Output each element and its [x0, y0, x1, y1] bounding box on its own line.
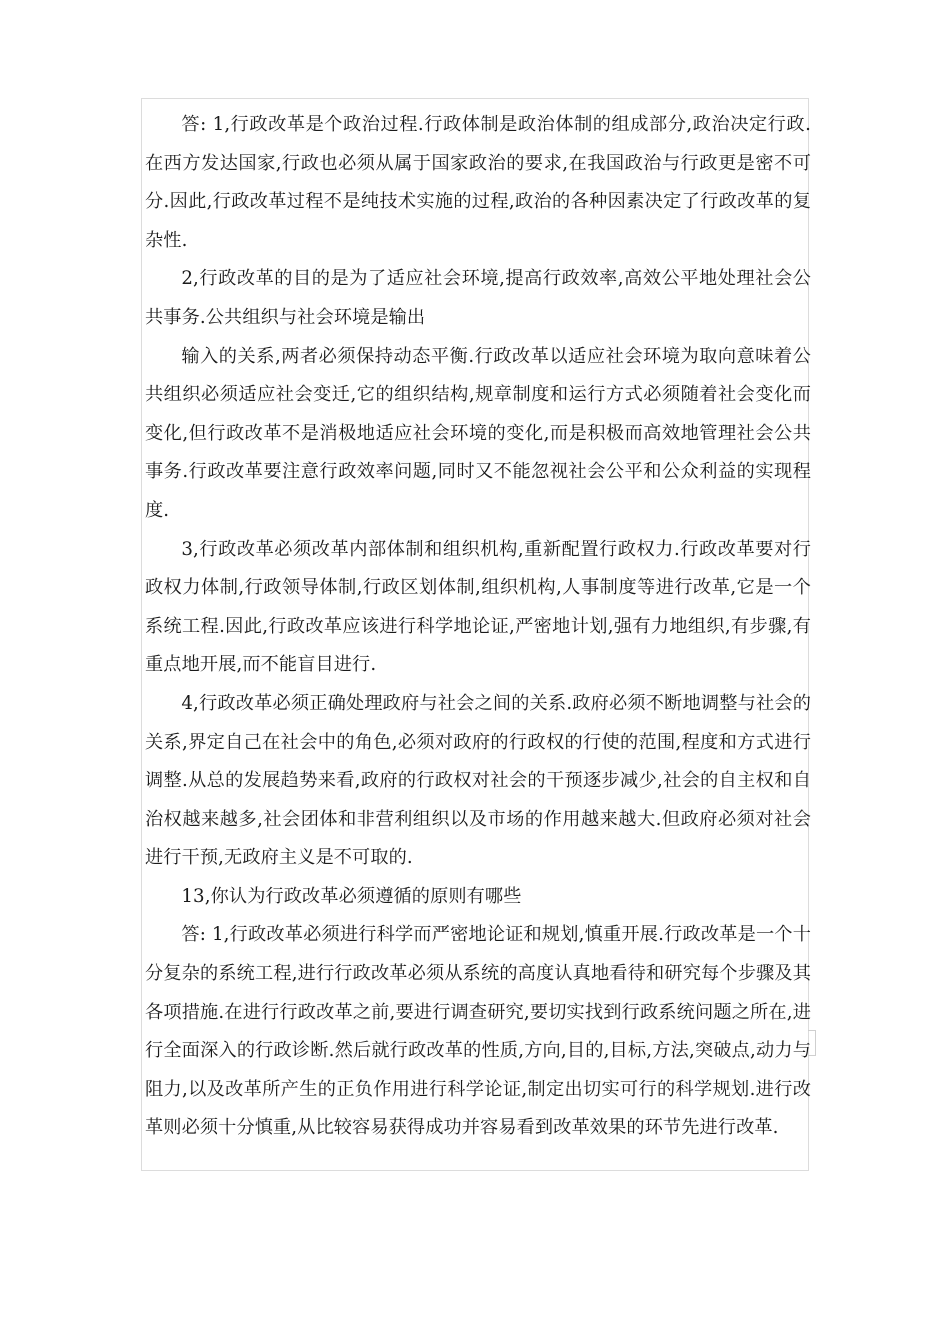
document-body: [145, 106, 811, 1148]
paragraph-answer-13: 答: 1,行政改革必须进行科学而严密地论证和规划,慎重开展.行政改革是一个十分复杂的系统工程,进行行政改革必须从系统的高度认真地看待和研究每个步骤及其各项措施.在进行行政改革之前,要进行调查研究,要切实找到行政系统问题之所在,进行全面深入的行政诊断.然后就行政改革的性质,方向,目的,目标,方法,突破点,动力与阻力,以及改革所产生的正负作用进行科学论证,制定出切实可行的科学规划.进行改革则必须十分慎重,从比较容易获得成功并容易看到改革效果的环节先进行改革.: [145, 924, 811, 1139]
paragraph-point-4: 4,行政改革必须正确处理政府与社会之间的关系.政府必须不断地调整与社会的关系,界定自己在社会中的角色,必须对政府的行政权的行使的范围,程度和方式进行调整.从总的发展趋势来看,政府的行政权对社会的干预逐步减少,社会的自主权和自治权越来越多,社会团体和非营利组织以及市场的作用越来越大.但政府必须对社会进行干预,无政府主义是不可取的.: [145, 692, 811, 869]
paragraph-point-2-continued: 输入的关系,两者必须保持动态平衡.行政改革以适应社会环境为取向意味着公共组织必须适应社会变迁,它的组织结构,规章制度和运行方式必须随着社会变化而变化,但行政改革不是消极地适应社会环境的变化,而是积极而高效地管理社会公共事务.行政改革要注意行政效率问题,同时又不能忽视社会公平和公众利益的实现程度.: [145, 345, 811, 521]
paragraph-point-2: 2,行政改革的目的是为了适应社会环境,提高行政效率,高效公平地处理社会公共事务.公共组织与社会环境是输出: [145, 268, 811, 328]
question-13: 13,你认为行政改革必须遵循的原则有哪些: [181, 885, 522, 907]
paragraph-point-3: 3,行政改革必须改革内部体制和组织机构,重新配置行政权力.行政改革要对行政权力体制,行政领导体制,行政区划体制,组织机构,人事制度等进行改革,它是一个系统工程.因此,行政改革应该进行科学地论证,严密地计划,强有力地组织,有步骤,有重点地开展,而不能盲目进行.: [145, 538, 811, 676]
paragraph-answer-1: 答: 1,行政改革是个政治过程.行政体制是政治体制的组成部分,政治决定行政.在西方发达国家,行政也必须从属于国家政治的要求,在我国政治与行政更是密不可分.因此,行政改革过程不是纯技术实施的过程,政治的各种因素决定了行政改革的复杂性.: [145, 114, 811, 251]
